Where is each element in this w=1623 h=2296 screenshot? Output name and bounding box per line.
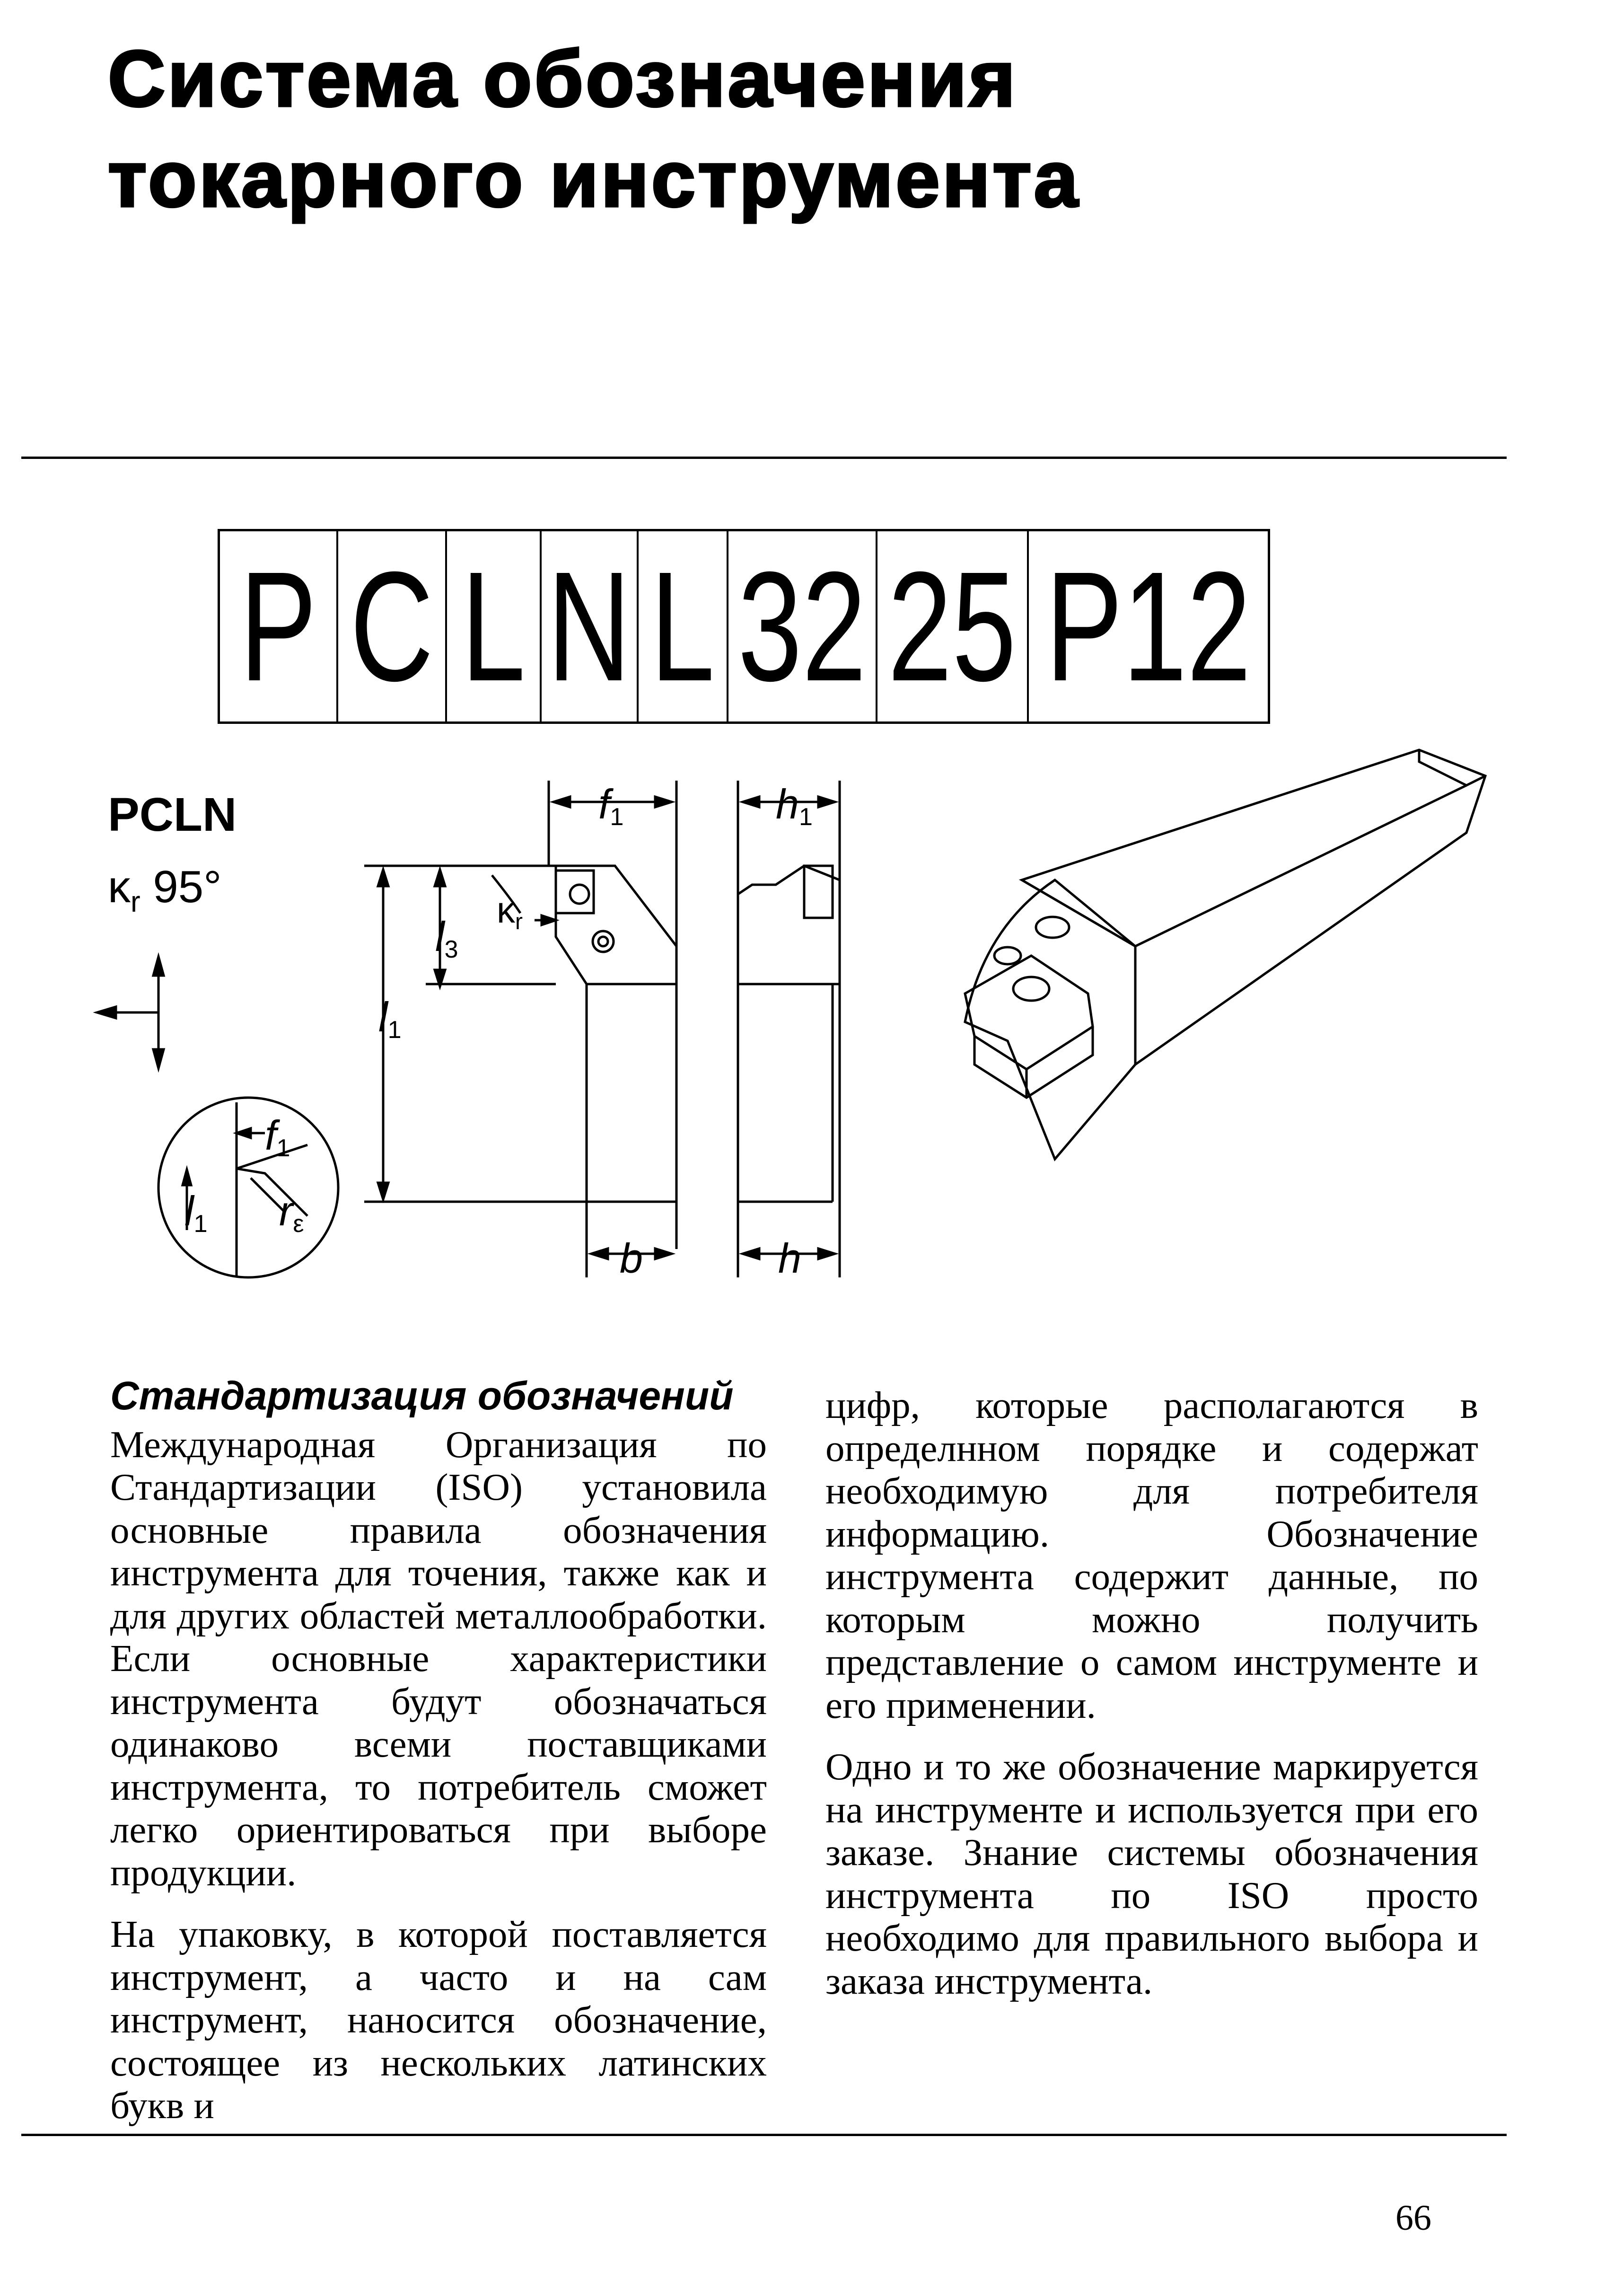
dim-f1-label: f1 xyxy=(598,781,624,831)
code-cell-6: 32 xyxy=(728,531,877,721)
feed-direction-icon xyxy=(97,957,164,1068)
code-cell-7: 25 xyxy=(877,531,1029,721)
code-cell-1: P xyxy=(220,531,338,721)
page-number: 66 xyxy=(1395,2198,1431,2238)
dim-b-label: b xyxy=(620,1235,643,1282)
tool-isometric-view xyxy=(965,750,1485,1159)
right-paragraph-1: цифр, которые располагаются в определнном порядке и содержат необходимую для потребителя информацию. Обозначение инструмента содержит данные, по которым можно получить представление о самом инструменте и его применении. xyxy=(825,1384,1478,1726)
title-line-1: Система обозначения xyxy=(108,34,1018,123)
detail-l1-label: l1 xyxy=(184,1188,208,1238)
bottom-divider xyxy=(21,2134,1507,2136)
text-column-right xyxy=(825,1384,1478,2021)
approach-angle-label: $\kappa_r$ 95° xyxy=(108,862,222,919)
section-heading: Стандартизация обозначений xyxy=(110,1373,734,1418)
dim-l1-label: l1 xyxy=(378,994,402,1044)
tool-type-label: PCLN xyxy=(108,788,237,841)
text-column-left xyxy=(110,1374,767,2146)
dim-h-label: h xyxy=(778,1235,801,1282)
code-cell-3: L xyxy=(447,531,542,721)
code-cell-4: N xyxy=(542,531,639,721)
title-line-2: токарного инструмента xyxy=(108,134,1080,223)
dim-kr-label: κr xyxy=(497,889,523,934)
tool-side-view xyxy=(738,781,840,1277)
left-paragraph-1: Международная Организация по Стандартизации (ISO) установила основные правила обозначения инструмента для точения, также как и для других областей металлообработки. Если основные характеристики инструмента будут обозначаться одинаково всеми поставщиками инструмента, то потребитель сможет легко ориентироваться при выборе продукции. xyxy=(110,1423,767,1894)
code-cell-8: P12 xyxy=(1045,539,1251,713)
code-cell-5: L xyxy=(639,531,728,721)
code-cell-2: C xyxy=(338,531,447,721)
dim-h1-label: h1 xyxy=(776,781,813,831)
tool-top-view xyxy=(364,781,676,1277)
detail-re-label: rε xyxy=(279,1188,304,1238)
right-paragraph-2: Одно и то же обозначение маркируется на инструменте и используется при его заказе. Знание системы обозначения инструмента по ISO просто необходимо для правильного выбора и заказа инструмента. xyxy=(825,1745,1478,2002)
left-paragraph-2: На упаковку, в которой поставляется инструмент, а часто и на сам инструмент, наносится обозначение, состоящее из нескольких латинских букв и xyxy=(110,1913,767,2127)
detail-f1-label: f1 xyxy=(265,1112,290,1162)
dim-l3-label: l3 xyxy=(435,913,458,963)
